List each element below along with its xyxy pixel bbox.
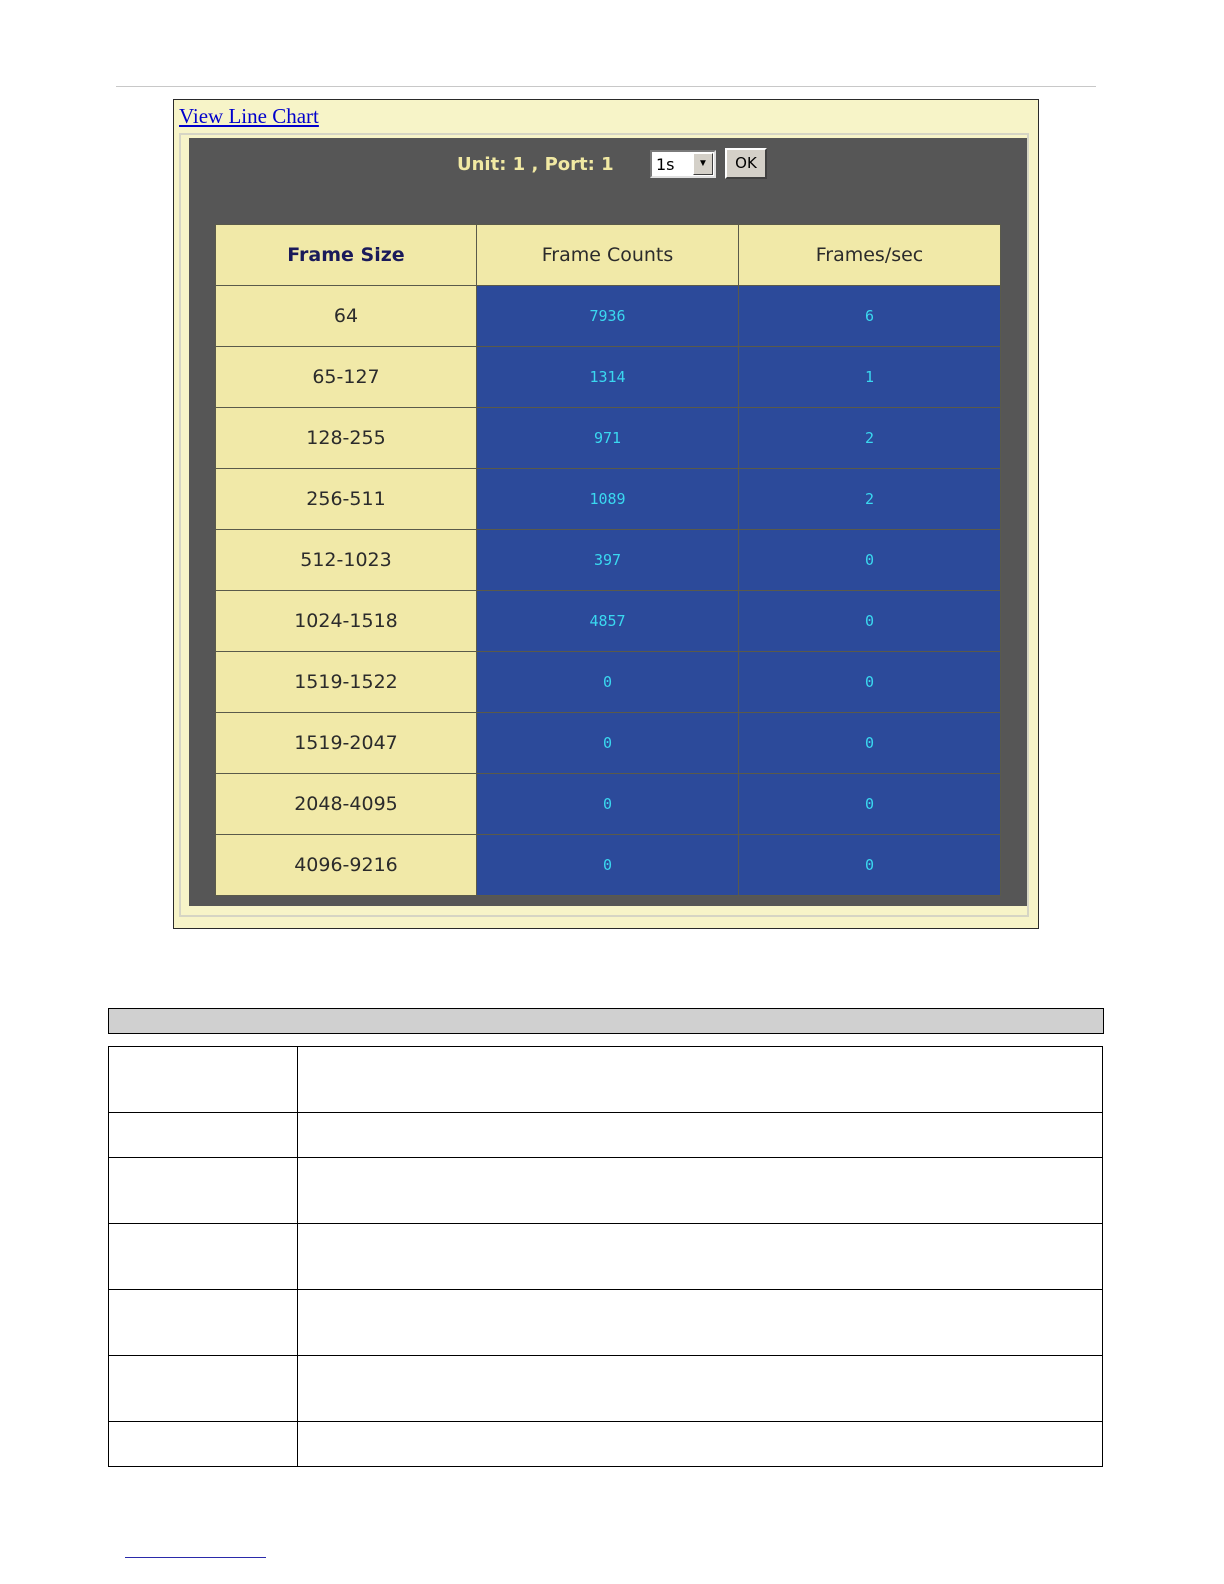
description-row xyxy=(109,1113,1103,1158)
frame-count-cell: 7936 xyxy=(477,286,738,346)
description-key-cell xyxy=(109,1356,298,1422)
description-value-cell xyxy=(298,1290,1103,1356)
description-row xyxy=(109,1158,1103,1224)
frame-size-cell: 4096-9216 xyxy=(216,835,476,895)
header-frame-counts: Frame Counts xyxy=(477,225,738,285)
description-row xyxy=(109,1422,1103,1467)
frame-count-cell: 1314 xyxy=(477,347,738,407)
frame-size-cell: 65-127 xyxy=(216,347,476,407)
description-key-cell xyxy=(109,1290,298,1356)
frame-count-cell: 0 xyxy=(477,713,738,773)
description-key-cell xyxy=(109,1113,298,1158)
frames-per-sec-cell: 0 xyxy=(739,774,1000,834)
interval-select-value: 1s xyxy=(656,155,675,174)
interval-select[interactable] xyxy=(650,150,716,178)
description-table-header xyxy=(108,1008,1104,1034)
description-value-cell xyxy=(298,1158,1103,1224)
chevron-down-icon[interactable]: ▼ xyxy=(693,153,713,175)
frames-per-sec-cell: 0 xyxy=(739,652,1000,712)
header-frame-size: Frame Size xyxy=(216,225,476,285)
frames-per-sec-cell: 0 xyxy=(739,591,1000,651)
description-key-cell xyxy=(109,1422,298,1467)
screenshot-panel xyxy=(173,99,1039,929)
footer-link-rule xyxy=(125,1557,266,1558)
frames-per-sec-cell: 2 xyxy=(739,408,1000,468)
frame-size-cell: 1024-1518 xyxy=(216,591,476,651)
frame-count-cell: 4857 xyxy=(477,591,738,651)
top-rule xyxy=(116,86,1096,87)
frame-size-cell: 1519-2047 xyxy=(216,713,476,773)
frames-per-sec-cell: 0 xyxy=(739,530,1000,590)
description-value-cell xyxy=(298,1113,1103,1158)
frame-count-cell: 0 xyxy=(477,652,738,712)
frame-count-cell: 971 xyxy=(477,408,738,468)
description-value-cell xyxy=(298,1224,1103,1290)
description-row xyxy=(109,1356,1103,1422)
frame-count-cell: 1089 xyxy=(477,469,738,529)
description-value-cell xyxy=(298,1422,1103,1467)
description-value-cell xyxy=(298,1047,1103,1113)
frame-count-cell: 397 xyxy=(477,530,738,590)
frames-per-sec-cell: 0 xyxy=(739,835,1000,895)
frame-size-cell: 128-255 xyxy=(216,408,476,468)
description-row xyxy=(109,1047,1103,1113)
description-value-cell xyxy=(298,1356,1103,1422)
frame-count-cell: 0 xyxy=(477,835,738,895)
frame-size-cell: 256-511 xyxy=(216,469,476,529)
frames-per-sec-cell: 2 xyxy=(739,469,1000,529)
description-row xyxy=(109,1290,1103,1356)
header-frames-per-sec: Frames/sec xyxy=(739,225,1000,285)
view-line-chart-link[interactable]: View Line Chart xyxy=(179,104,319,128)
frame-size-cell: 2048-4095 xyxy=(216,774,476,834)
description-key-cell xyxy=(109,1047,298,1113)
frames-per-sec-cell: 6 xyxy=(739,286,1000,346)
description-row xyxy=(109,1224,1103,1290)
description-key-cell xyxy=(109,1224,298,1290)
frame-count-cell: 0 xyxy=(477,774,738,834)
frame-size-panel xyxy=(189,138,1027,906)
frame-size-cell: 512-1023 xyxy=(216,530,476,590)
frame-size-cell: 64 xyxy=(216,286,476,346)
panel-frame xyxy=(179,133,1029,917)
frames-per-sec-cell: 1 xyxy=(739,347,1000,407)
unit-port-label: Unit: 1 , Port: 1 xyxy=(457,154,614,175)
frames-per-sec-cell: 0 xyxy=(739,713,1000,773)
description-table xyxy=(108,1046,1103,1467)
ok-button[interactable]: OK xyxy=(725,148,767,179)
frame-size-table xyxy=(215,224,1001,896)
description-key-cell xyxy=(109,1158,298,1224)
frame-size-cell: 1519-1522 xyxy=(216,652,476,712)
